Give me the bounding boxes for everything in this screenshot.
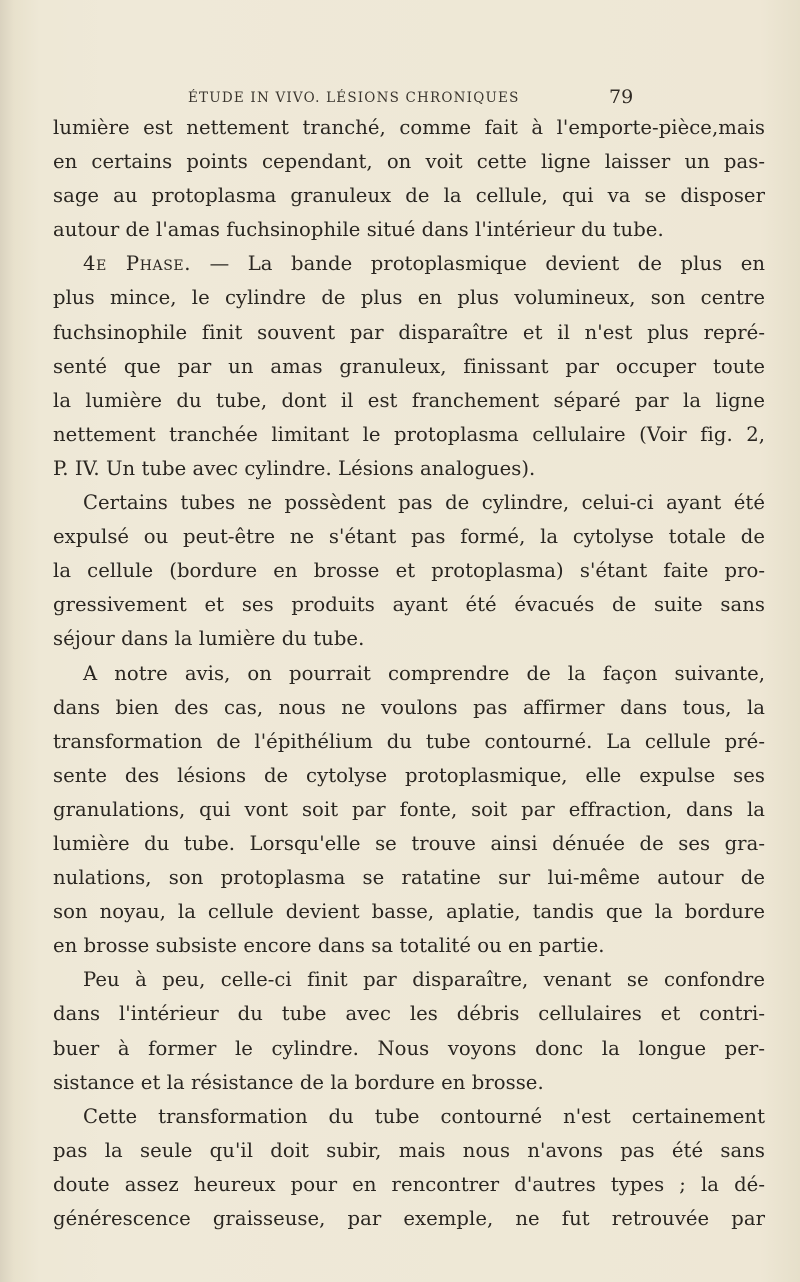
text-line: granulations, qui vont soit par fonte, soit par effraction, dans la [53,797,765,821]
text-line: doute assez heureux pour en rencontrer d'autres types ; la dé- [53,1172,765,1196]
text-line: P. IV. Un tube avec cylindre. Lésions analogues). [53,456,536,480]
text-line: Peu à peu, celle-ci finit par disparaître, venant se confondre [83,968,765,992]
text-line: Certains tubes ne possèdent pas de cylindre, celui-ci ayant été [83,491,765,515]
text-line: A notre avis, on pourrait comprendre de la façon suivante, [83,661,765,685]
running-title: ÉTUDE IN VIVO. LÉSIONS CHRONIQUES [188,90,520,106]
text-line: nulations, son protoplasma se ratatine sur lui-même autour de [53,866,765,890]
text-line: nettement tranchée limitant le protoplasma cellulaire (Voir fig. 2, [53,422,765,446]
text-line: pas la seule qu'il doit subir, mais nous n'avons pas été sans [53,1138,765,1162]
text-line: son noyau, la cellule devient basse, aplatie, tandis que la bordure [53,900,765,924]
text-line: plus mince, le cylindre de plus en plus volumineux, son centre [53,286,765,310]
text-line: lumière du tube. Lorsqu'elle se trouve ainsi dénuée de ses gra- [53,831,765,855]
text-line: expulsé ou peut-être ne s'étant pas formé, la cytolyse totale de [53,525,765,549]
text-line: la cellule (bordure en brosse et protoplasma) s'étant faite pro- [53,559,765,583]
text-line: la lumière du tube, dont il est franchement séparé par la ligne [53,388,765,412]
text-line: sente des lésions de cytolyse protoplasmique, elle expulse ses [53,763,765,787]
text-line: en certains points cependant, on voit cette ligne laisser un pas- [53,150,765,174]
text-line: autour de l'amas fuchsinophile situé dans l'intérieur du tube. [53,218,664,242]
text-line: Cette transformation du tube contourné n'est certainement [83,1104,765,1128]
running-header [0,86,800,112]
body-text [53,111,765,1236]
phase-heading: 4e Phase. [83,252,192,276]
text-line: buer à former le cylindre. Nous voyons donc la longue per- [53,1036,765,1060]
page-number: 79 [609,86,634,108]
text-line: générescence graisseuse, par exemple, ne fut retrouvée par [53,1207,765,1230]
text-line: transformation de l'épithélium du tube contourné. La cellule pré- [53,729,765,753]
text-line: séjour dans la lumière du tube. [53,627,365,651]
text-line: sage au protoplasma granuleux de la cellule, qui va se disposer [53,184,765,208]
text-line: fuchsinophile finit souvent par disparaître et il n'est plus repré- [53,320,765,344]
phase-text: — La bande protoplasmique devient de plus en [209,252,766,276]
text-line: senté que par un amas granuleux, finissant par occuper toute [53,354,765,378]
text-line: sistance et la résistance de la bordure en brosse. [53,1070,544,1094]
text-line: en brosse subsiste encore dans sa totalité ou en partie. [53,934,605,958]
text-line: gressivement et ses produits ayant été évacués de suite sans [53,593,765,617]
text-line-phase [53,247,765,281]
text-line: lumière est nettement tranché, comme fait à l'emporte-pièce,mais [53,116,765,139]
text-line: dans bien des cas, nous ne voulons pas affirmer dans tous, la [53,695,765,719]
text-line: dans l'intérieur du tube avec les débris cellulaires et contri- [53,1002,765,1026]
